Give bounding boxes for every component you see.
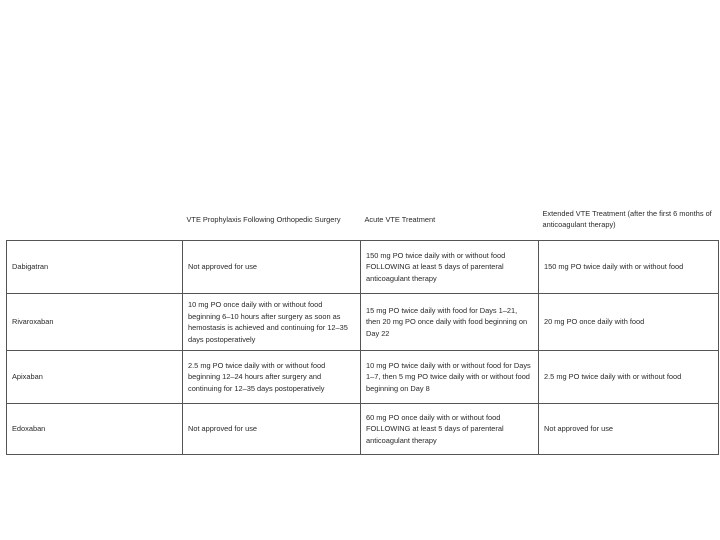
- table-header-row: [7, 206, 719, 241]
- cell-acute: 10 mg PO twice daily with or without food for Days 1–7, then 5 mg PO twice daily with or without food beginning on Day 8: [361, 351, 539, 404]
- cell-prophylaxis: 2.5 mg PO twice daily with or without food beginning 12–24 hours after surgery and continuing for 12–35 days postoperatively: [183, 351, 361, 404]
- anticoagulant-dosing-table: [6, 206, 719, 455]
- cell-prophylaxis: 10 mg PO once daily with or without food beginning 6–10 hours after surgery as soon as hemostasis is achieved and continuing for 12–35 days postoperatively: [183, 294, 361, 351]
- header-extended-vte-treatment: Extended VTE Treatment (after the first 6 months of anticoagulant therapy): [542, 209, 712, 229]
- cell-prophylaxis: Not approved for use: [183, 241, 361, 294]
- cell-drug: Apixaban: [7, 351, 183, 404]
- anticoagulant-dosing-table-container: [6, 206, 718, 455]
- cell-drug: Dabigatran: [7, 241, 183, 294]
- cell-prophylaxis: Not approved for use: [183, 404, 361, 455]
- header-vte-prophylaxis: VTE Prophylaxis Following Orthopedic Surgery: [186, 215, 341, 224]
- cell-drug: Edoxaban: [7, 404, 183, 455]
- table-row: [7, 294, 719, 351]
- cell-acute: 15 mg PO twice daily with food for Days 1–21, then 20 mg PO once daily with food beginning on Day 22: [361, 294, 539, 351]
- table-row: [7, 404, 719, 455]
- table-row: [7, 351, 719, 404]
- cell-acute: 150 mg PO twice daily with or without food FOLLOWING at least 5 days of parenteral anticoagulant therapy: [361, 241, 539, 294]
- cell-acute: 60 mg PO once daily with or without food FOLLOWING at least 5 days of parenteral anticoagulant therapy: [361, 404, 539, 455]
- cell-extended: 150 mg PO twice daily with or without food: [539, 241, 719, 294]
- table-row: [7, 241, 719, 294]
- header-drug: [7, 206, 183, 241]
- cell-extended: 20 mg PO once daily with food: [539, 294, 719, 351]
- cell-extended: 2.5 mg PO twice daily with or without food: [539, 351, 719, 404]
- cell-extended: Not approved for use: [539, 404, 719, 455]
- header-acute-vte-treatment: Acute VTE Treatment: [364, 215, 436, 224]
- cell-drug: Rivaroxaban: [7, 294, 183, 351]
